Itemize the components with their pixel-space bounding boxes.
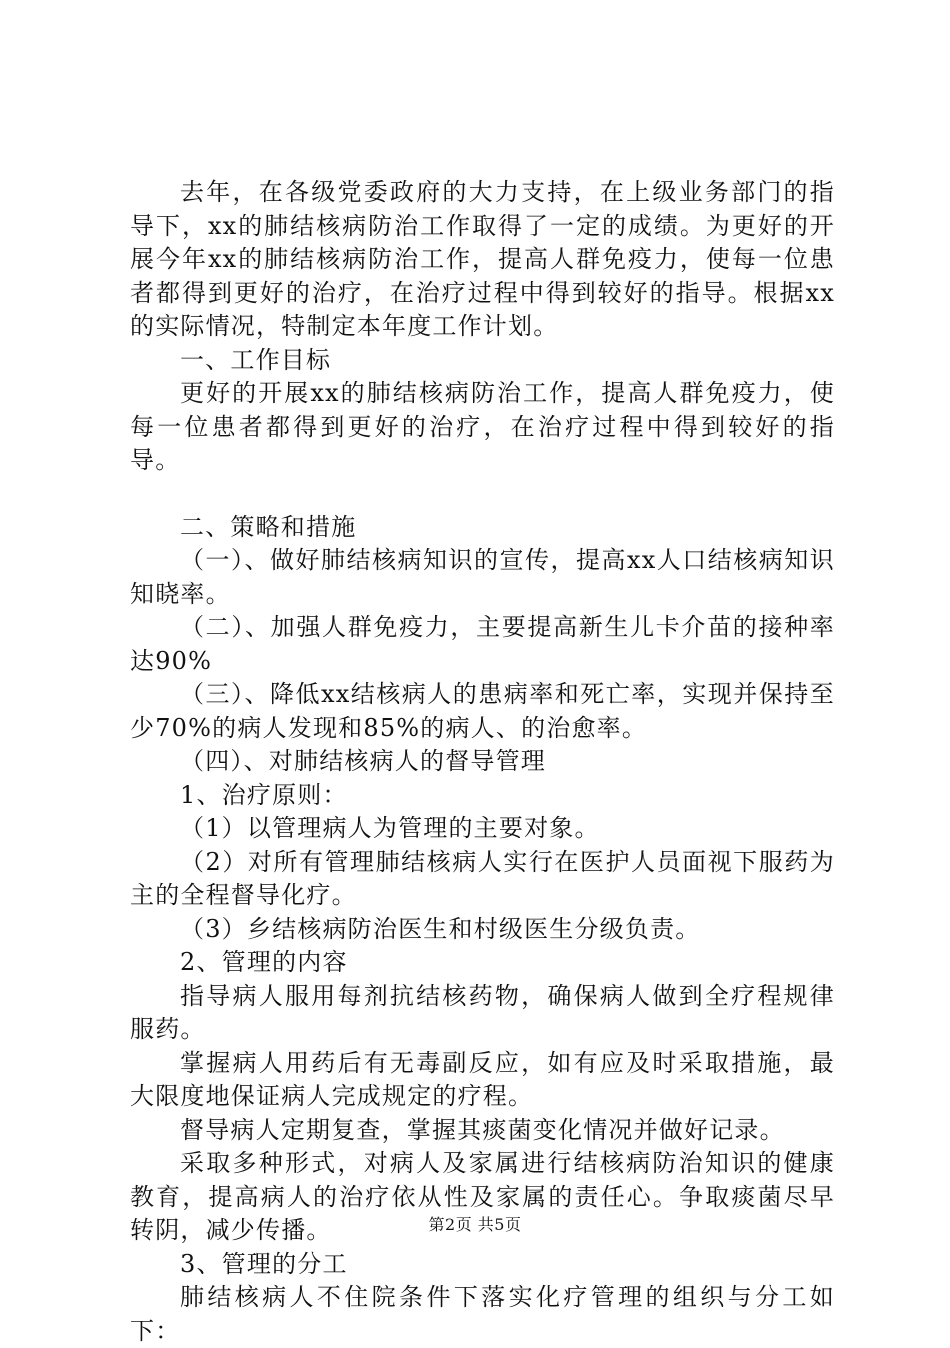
- strategy-item-4: （四）、对肺结核病人的督导管理: [180, 747, 546, 775]
- content-paragraph-3: 督导病人定期复查，掌握其痰菌变化情况并做好记录。: [180, 1115, 785, 1144]
- content-paragraph-1: 指导病人服用每剂抗结核药物，确保病人做到全疗程规律服药。: [130, 981, 835, 1043]
- subheading-management-division: 3、管理的分工: [180, 1249, 348, 1278]
- division-paragraph: 肺结核病人不住院条件下落实化疗管理的组织与分工如下：: [130, 1283, 835, 1345]
- principle-item-1: （1）以管理病人为管理的主要对象。: [180, 814, 600, 842]
- subheading-treatment-principles: 1、治疗原则：: [180, 780, 348, 809]
- intro-paragraph: 去年，在各级党委政府的大力支持，在上级业务部门的指导下，xx的肺结核病防治工作取得了一定的成绩。为更好的开展今年xx的肺结核病防治工作，提高人群免疫力，使每一位患者都得到更好的治疗，在治疗过程中得到较好的指导。根据xx的实际情况，特制定本年度工作计划。: [130, 178, 835, 340]
- document-body: [130, 176, 835, 1348]
- section-heading-goals: 一、工作目标: [180, 345, 332, 374]
- subheading-management-content: 2、管理的内容: [180, 948, 348, 976]
- goals-paragraph: 更好的开展xx的肺结核病防治工作，提高人群免疫力，使每一位患者都得到更好的治疗，在治疗过程中得到较好的指导。: [130, 379, 835, 474]
- strategy-item-2: （二）、加强人群免疫力，主要提高新生儿卡介苗的接种率达90%: [130, 613, 835, 675]
- strategy-item-3: （三）、降低xx结核病人的患病率和死亡率，实现并保持至少70%的病人发现和85%的病人、的治愈率。: [130, 680, 835, 742]
- strategy-item-1: （一）、做好肺结核病知识的宣传，提高xx人口结核病知识知晓率。: [130, 546, 835, 608]
- principle-item-3: （3）乡结核病防治医生和村级医生分级负责。: [180, 914, 701, 943]
- content-paragraph-2: 掌握病人用药后有无毒副反应，如有应及时采取措施，最大限度地保证病人完成规定的疗程。: [130, 1048, 835, 1110]
- section-heading-strategies: 二、策略和措施: [180, 512, 357, 541]
- page-number-footer: 第2页 共5页: [428, 1215, 522, 1234]
- content-paragraph-4: 采取多种形式，对病人及家属进行结核病防治知识的健康教育，提高病人的治疗依从性及家属的责任心。争取痰菌尽早转阴，减少传播。: [130, 1149, 835, 1244]
- principle-item-2: （2）对所有管理肺结核病人实行在医护人员面视下服药为主的全程督导化疗。: [130, 847, 835, 909]
